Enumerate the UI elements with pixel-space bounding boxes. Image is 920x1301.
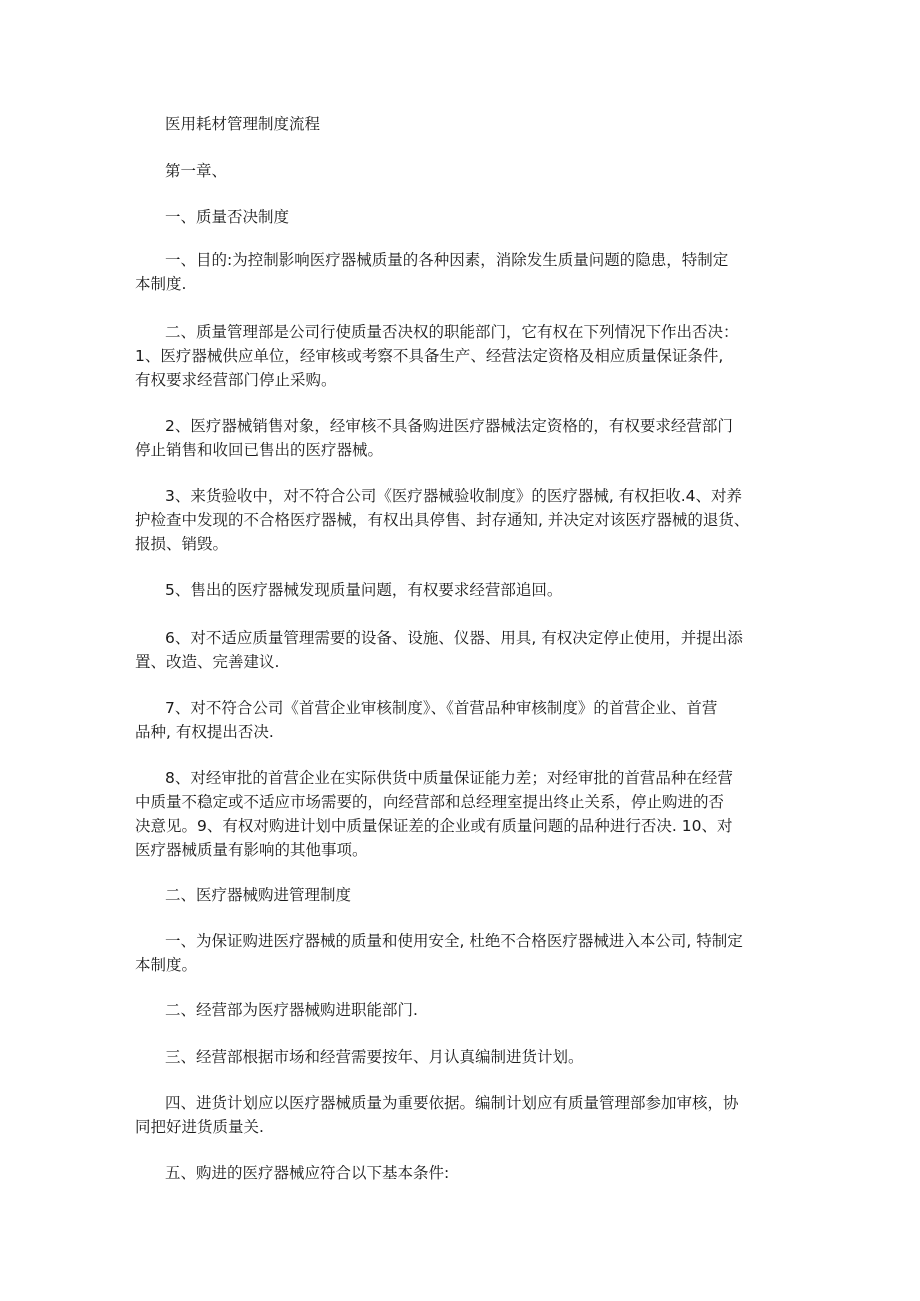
paragraph-procurement-1: 一、为保证购进医疗器械的质量和使用安全, 杜绝不合格医疗器械进入本公司, 特制定 本制度。 bbox=[135, 932, 743, 974]
chapter-heading: 第一章、 bbox=[165, 162, 228, 180]
paragraph-item-5: 5、售出的医疗器械发现质量问题，有权要求经营部追回。 bbox=[165, 581, 563, 599]
paragraph-quality-dept: 二、质量管理部是公司行使质量否决权的职能部门，它有权在下列情况下作出否决： 1、医疗器械供应单位，经审核或考察不具备生产、经营法定资格及相应质量保证条件, 有权要求经营部门停止采购。 bbox=[135, 323, 739, 389]
document-title: 医用耗材管理制度流程 bbox=[165, 115, 321, 133]
paragraph-procurement-5: 五、购进的医疗器械应符合以下基本条件: bbox=[165, 1164, 450, 1182]
paragraph-item-3-4: 3、来货验收中，对不符合公司《医疗器械验收制度》的医疗器械, 有权拒收.4、对养 护检查中发现的不合格医疗器械，有权出具停售、封存通知, 并决定对该医疗器械的退货、 报损、销毁。 bbox=[135, 487, 750, 553]
paragraph-item-7: 7、对不符合公司《首营企业审核制度》、《首营品种审核制度》的首营企业、首营 品种, 有权提出否决. bbox=[135, 699, 718, 741]
paragraph-purpose: 一、目的:为控制影响医疗器械质量的各种因素，消除发生质量问题的隐患，特制定 本制度. bbox=[135, 251, 729, 293]
paragraph-procurement-3: 三、经营部根据市场和经营需要按年、月认真编制进货计划。 bbox=[165, 1048, 584, 1066]
paragraph-item-2: 2、医疗器械销售对象，经审核不具备购进医疗器械法定资格的，有权要求经营部门 停止销售和收回已售出的医疗器械。 bbox=[135, 417, 733, 459]
section-heading-quality-veto: 一、质量否决制度 bbox=[165, 208, 290, 226]
paragraph-procurement-2: 二、经营部为医疗器械购进职能部门. bbox=[165, 1001, 418, 1019]
paragraph-procurement-4: 四、进货计划应以医疗器械质量为重要依据。编制计划应有质量管理部参加审核，协 同把好进货质量关. bbox=[135, 1094, 739, 1136]
paragraph-item-8-10: 8、对经审批的首营企业在实际供货中质量保证能力差；对经审批的首营品种在经营 中质量不稳定或不适应市场需要的，向经营部和总经理室提出终止关系，停止购进的否 决意见。9、有权对购进计划中质量保证差的企业或有质量问题的品种进行否决. 10、对 医疗器械质量有影响的其他事项。 bbox=[135, 769, 733, 859]
section-heading-procurement: 二、医疗器械购进管理制度 bbox=[165, 886, 352, 904]
paragraph-item-6: 6、对不适应质量管理需要的设备、设施、仪器、用具, 有权决定停止使用，并提出添 置、改造、完善建议. bbox=[135, 629, 743, 671]
